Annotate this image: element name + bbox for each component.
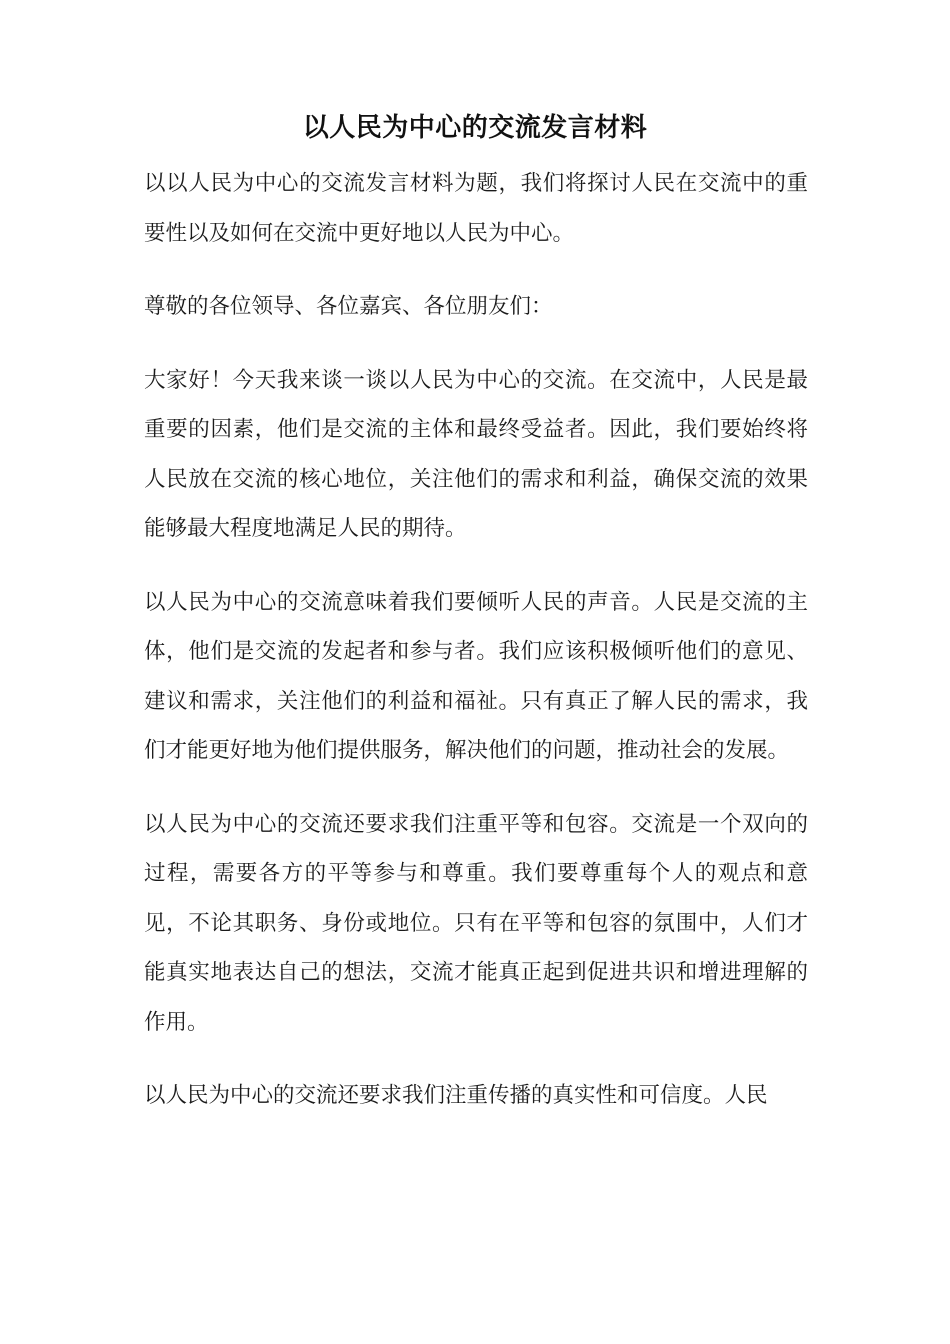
- paragraph-intro: 以以人民为中心的交流发言材料为题，我们将探讨人民在交流中的重要性以及如何在交流中更好地以人民为中心。: [144, 171, 808, 246]
- paragraph-equality: 以人民为中心的交流还要求我们注重平等和包容。交流是一个双向的过程，需要各方的平等参与和尊重。我们要尊重每个人的观点和意见，不论其职务、身份或地位。只有在平等和包容的氛围中，人们才能真实地表达自己的想法，交流才能真正起到促进共识和增进理解的作用。: [144, 811, 808, 1035]
- paragraph-listening: 以人民为中心的交流意味着我们要倾听人民的声音。人民是交流的主体，他们是交流的发起者和参与者。我们应该积极倾听他们的意见、建议和需求，关注他们的利益和福祉。只有真正了解人民的需求，我们才能更好地为他们提供服务，解决他们的问题，推动社会的发展。: [144, 589, 808, 763]
- paragraph-credibility: 以人民为中心的交流还要求我们注重传播的真实性和可信度。人民: [144, 1083, 768, 1108]
- paragraph-opening: 大家好！今天我来谈一谈以人民为中心的交流。在交流中，人民是最重要的因素，他们是交流的主体和最终受益者。因此，我们要始终将人民放在交流的核心地位，关注他们的需求和利益，确保交流的效果能够最大程度地满足人民的期待。: [144, 367, 808, 541]
- document-title: 以人民为中心的交流发言材料: [302, 113, 648, 143]
- document-body: [144, 159, 808, 1145]
- paragraph-salutation: 尊敬的各位领导、各位嘉宾、各位朋友们：: [144, 294, 553, 319]
